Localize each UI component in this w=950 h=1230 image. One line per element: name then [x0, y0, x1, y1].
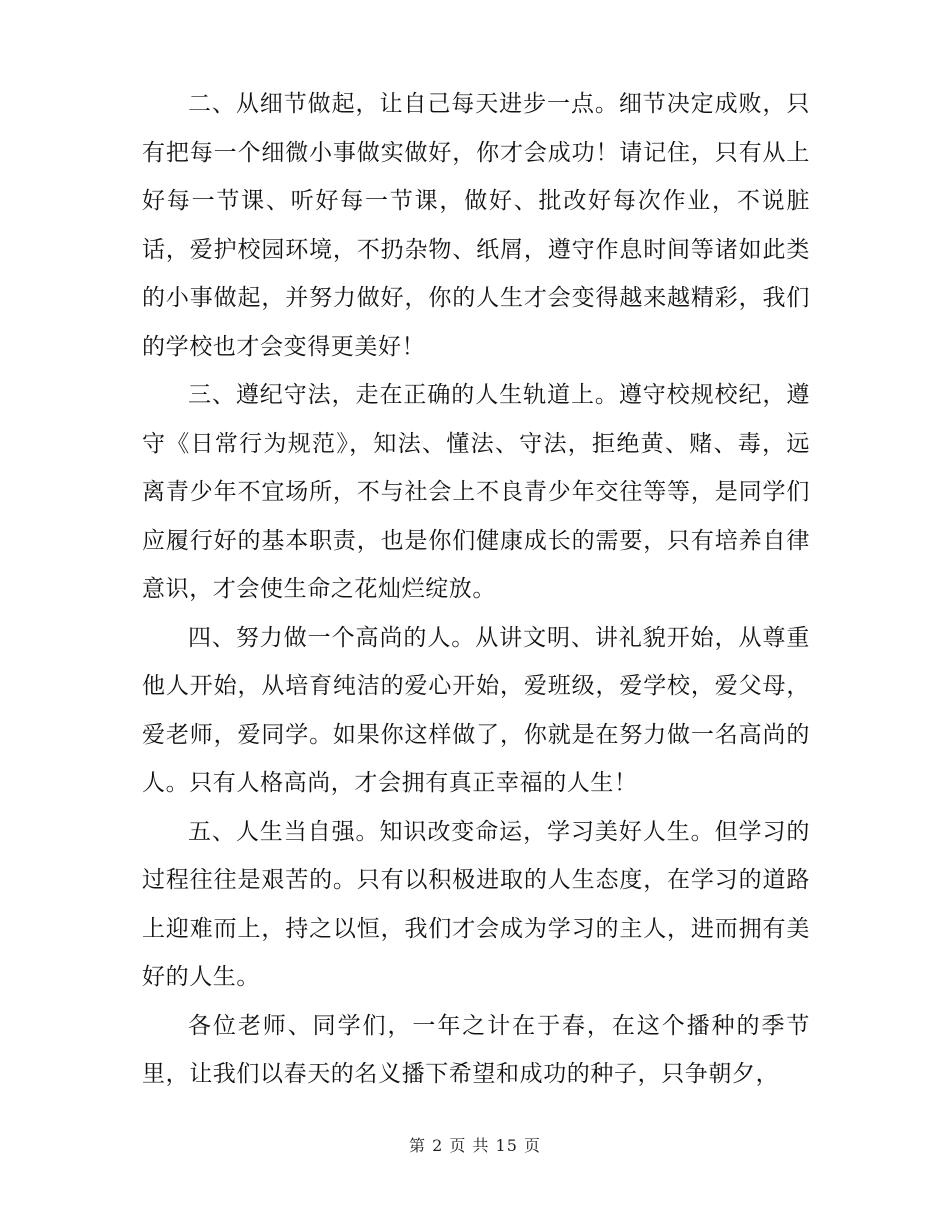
paragraph-detail: 二、从细节做起，让自己每天进步一点。细节决定成败，只有把每一个细微小事做实做好，你才会成功！请记住，只有从上好每一节课、听好每一节课，做好、批改好每次作业，不说脏话，爱护校园环境，不扔杂物、纸屑，遵守作息时间等诸如此类的小事做起，并努力做好，你的人生才会变得越来越精彩，我们的学校也才会变得更美好！ [142, 91, 810, 360]
body-text [142, 80, 810, 1099]
paragraph-closing: 各位老师、同学们，一年之计在于春，在这个播种的季节里，让我们以春天的名义播下希望和成功的种子，只争朝夕， [142, 1012, 810, 1087]
page-number-footer: 第 2 页 共 15 页 [409, 1136, 541, 1155]
paragraph-law: 三、遵纪守法，走在正确的人生轨道上。遵守校规校纪，遵守《日常行为规范》，知法、懂法、守法，拒绝黄、赌、毒，远离青少年不宜场所，不与社会上不良青少年交往等等，是同学们应履行好的基本职责，也是你们健康成长的需要，只有培养自律意识，才会使生命之花灿烂绽放。 [142, 382, 810, 602]
paragraph-noble: 四、努力做一个高尚的人。从讲文明、讲礼貌开始，从尊重他人开始，从培育纯洁的爱心开始，爱班级，爱学校，爱父母，爱老师，爱同学。如果你这样做了，你就是在努力做一名高尚的人。只有人格高尚，才会拥有真正幸福的人生！ [142, 624, 810, 796]
paragraph-self-strength: 五、人生当自强。知识改变命运，学习美好人生。但学习的过程往往是艰苦的。只有以积极进取的人生态度，在学习的道路上迎难而上，持之以恒，我们才会成为学习的主人，进而拥有美好的人生。 [142, 818, 810, 990]
